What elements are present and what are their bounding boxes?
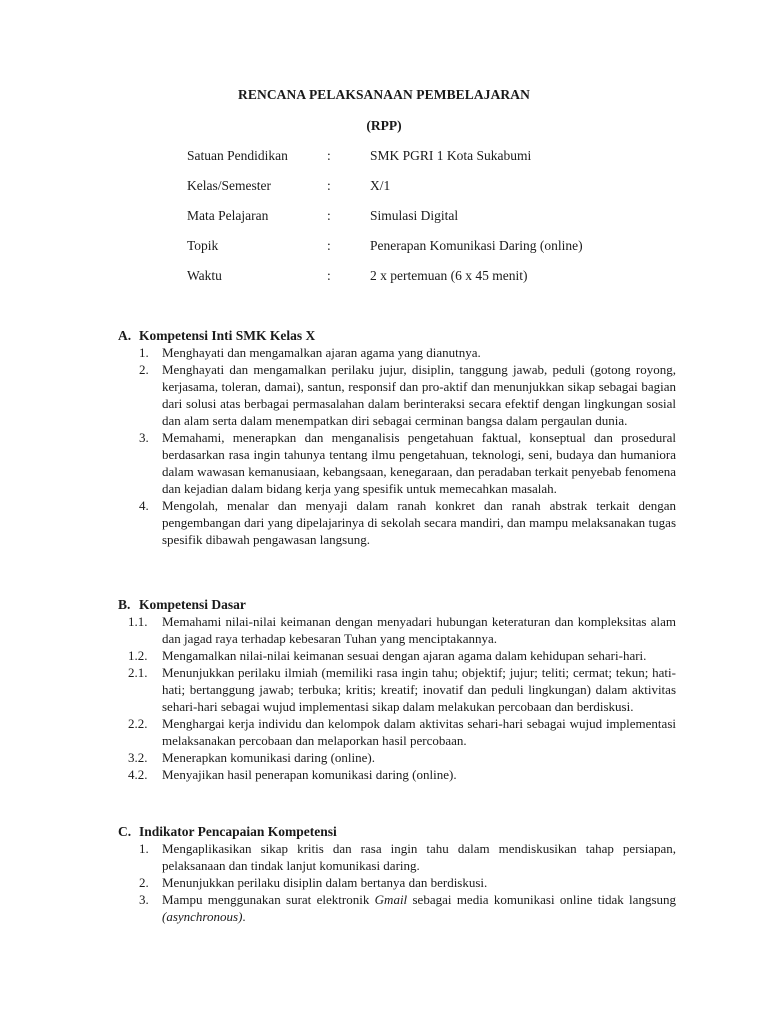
list-item	[118, 840, 676, 874]
info-colon: :	[327, 208, 331, 223]
list-item	[118, 361, 676, 429]
item-text-part: Mampu menggunakan surat elektronik	[162, 892, 375, 907]
info-label: Kelas/Semester	[187, 178, 271, 193]
section-indikator	[118, 823, 676, 925]
item-number: 2.2.	[128, 716, 148, 731]
list-item	[118, 766, 676, 783]
item-text-part: sebagai media komunikasi online tidak langsung	[407, 892, 676, 907]
info-value: Penerapan Komunikasi Daring (online)	[370, 238, 583, 253]
item-number: 1.2.	[128, 648, 148, 663]
info-value: SMK PGRI 1 Kota Sukabumi	[370, 148, 532, 163]
identity-table	[187, 147, 647, 297]
item-number: 2.1.	[128, 665, 148, 680]
section-kompetensi-dasar	[118, 596, 676, 783]
section-letter: C.	[118, 824, 132, 839]
list-item	[118, 664, 676, 715]
item-text: Menunjukkan perilaku ilmiah (memiliki rasa ingin tahu; objektif; jujur; teliti; cermat; tekun; hati-hati; bertanggung jawab; terbuka; kritis; kreatif; inovatif dan peduli lingkungan) dalam aktivitas sehari-hari sebagai wujud implementasi sikap dalam melakukan percobaan dan berdiskusi.	[162, 665, 676, 714]
item-text: Menyajikan hasil penerapan komunikasi daring (online).	[162, 767, 457, 782]
info-row-mata-pelajaran	[187, 207, 647, 237]
item-text-emphasis: Gmail	[374, 892, 408, 907]
item-number: 2.	[139, 362, 149, 377]
item-text: Menghargai kerja individu dan kelompok dalam aktivitas sehari-hari sebagai wujud implementasi melaksanakan percobaan dan melaporkan hasil percobaan.	[162, 716, 676, 748]
item-text	[162, 891, 676, 925]
item-number: 4.	[139, 498, 149, 513]
info-label: Mata Pelajaran	[187, 208, 269, 223]
info-label: Topik	[187, 238, 219, 253]
item-number: 1.1.	[128, 614, 148, 629]
item-text: Mengaplikasikan sikap kritis dan rasa ingin tahu dalam mendiskusikan tahap persiapan, pelaksanaan dan tindak lanjut komunikasi daring.	[162, 841, 676, 873]
item-number: 1.	[139, 841, 149, 856]
info-row-topik	[187, 237, 647, 267]
list-item	[118, 891, 676, 925]
section-title: Kompetensi Dasar	[139, 597, 246, 612]
item-number: 3.2.	[128, 750, 148, 765]
info-colon: :	[327, 148, 331, 163]
item-text: Menunjukkan perilaku disiplin dalam bertanya dan berdiskusi.	[162, 875, 488, 890]
list-item	[118, 715, 676, 749]
item-number: 3.	[139, 892, 149, 907]
item-text: Memahami, menerapkan dan menganalisis pengetahuan faktual, konseptual dan prosedural berdasarkan rasa ingin tahunya tentang ilmu pengetahuan, teknologi, seni, budaya dan humaniora dalam wawasan kemanusiaan, kebangsaan, kenegaraan, dan peradaban terkait penyebab fenomena dan kejadian dalam bidang kerja yang spesifik untuk memecahkan masalah.	[162, 430, 676, 496]
item-number: 2.	[139, 875, 149, 890]
info-label: Satuan Pendidikan	[187, 148, 288, 163]
section-heading	[118, 596, 676, 613]
section-letter: A.	[118, 328, 132, 343]
info-colon: :	[327, 178, 331, 193]
section-title: Indikator Pencapaian Kompetensi	[139, 824, 337, 839]
competency-list	[118, 344, 676, 548]
section-heading	[118, 823, 676, 840]
list-item	[118, 344, 676, 361]
section-letter: B.	[118, 597, 131, 612]
list-item	[118, 429, 676, 497]
document-subtitle: (RPP)	[366, 118, 402, 133]
indicator-list	[118, 840, 676, 925]
item-number: 4.2.	[128, 767, 148, 782]
item-text: Menerapkan komunikasi daring (online).	[162, 750, 375, 765]
list-item	[118, 749, 676, 766]
item-text: Menghayati dan mengamalkan perilaku jujur, disiplin, tanggung jawab, peduli (gotong royong, kerjasama, toleran, damai), santun, responsif dan pro-aktif dan menunjukkan sikap sebagai bagian dari solusi atas berbagai permasalahan dalam berinteraksi secara efektif dengan lingkungan sosial dan alam serta dalam menempatkan diri sebagai cerminan bangsa dalam pergaulan dunia.	[162, 362, 676, 428]
item-number: 3.	[139, 430, 149, 445]
list-item	[118, 497, 676, 548]
info-colon: :	[327, 268, 331, 283]
info-row-waktu	[187, 267, 647, 297]
list-item	[118, 874, 676, 891]
section-kompetensi-inti	[118, 327, 676, 548]
info-row-satuan-pendidikan	[187, 147, 647, 177]
section-title: Kompetensi Inti SMK Kelas X	[139, 328, 316, 343]
item-text: Mengamalkan nilai-nilai keimanan sesuai dengan ajaran agama dalam kehidupan sehari-hari.	[162, 648, 647, 663]
section-heading	[118, 327, 676, 344]
info-row-kelas-semester	[187, 177, 647, 207]
info-value: Simulasi Digital	[370, 208, 459, 223]
info-label: Waktu	[187, 268, 222, 283]
list-item	[118, 647, 676, 664]
list-item	[118, 613, 676, 647]
info-value: X/1	[370, 178, 391, 193]
item-text: Mengolah, menalar dan menyaji dalam ranah konkret dan ranah abstrak terkait dengan pengembangan dari yang dipelajarinya di sekolah secara mandiri, dan mampu melaksanakan tugas spesifik dibawah pengawasan langsung.	[162, 498, 676, 547]
competency-list	[118, 613, 676, 783]
info-value: 2 x pertemuan (6 x 45 menit)	[370, 268, 528, 283]
info-colon: :	[327, 238, 331, 253]
document-title: RENCANA PELAKSANAAN PEMBELAJARAN	[238, 87, 530, 102]
item-number: 1.	[139, 345, 149, 360]
item-text-part: .	[242, 909, 246, 924]
item-text-emphasis: (asynchronous)	[162, 909, 243, 924]
item-text: Memahami nilai-nilai keimanan dengan menyadari hubungan keteraturan dan kompleksitas alam dan jagad raya terhadap kebesaran Tuhan yang menciptakannya.	[162, 614, 676, 646]
item-text: Menghayati dan mengamalkan ajaran agama yang dianutnya.	[162, 345, 481, 360]
